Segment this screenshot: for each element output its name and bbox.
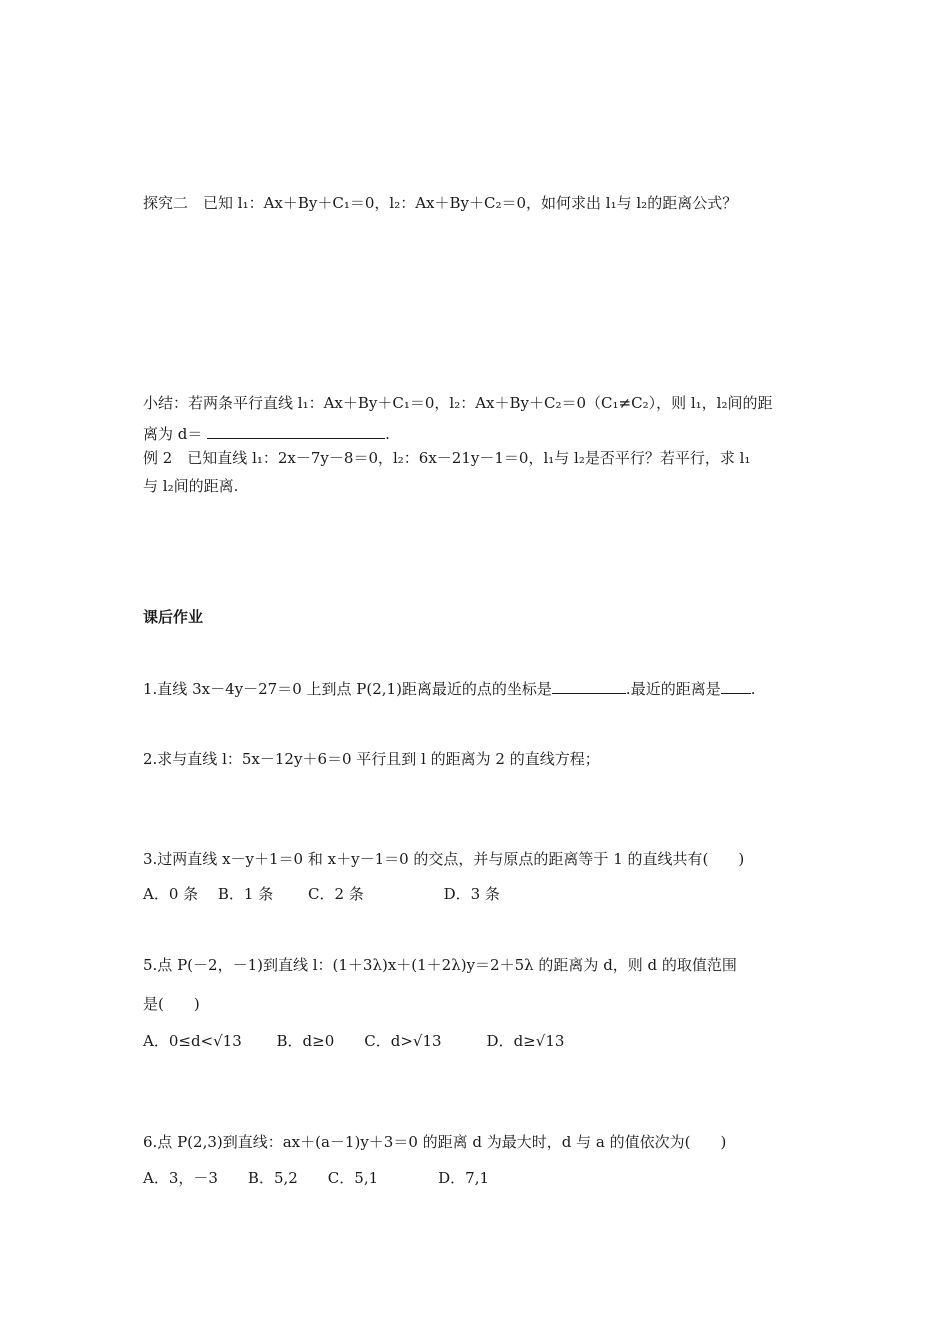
distance-blank [207,422,385,439]
question-1 [143,677,755,699]
explore-2-text: 探究二 已知 l₁：Ax＋By＋C₁＝0，l₂：Ax＋By＋C₂＝0，如何求出 l₁与 l₂的距离公式？ [143,194,738,212]
example-2-line-2: 与 l₂间的距离. [143,477,239,495]
homework-title: 课后作业 [143,608,204,626]
question-5-line-1: 5.点 P(－2，－1)到直线 l：(1＋3λ)x＋(1＋2λ)y＝2＋5λ 的距离为 d，则 d 的取值范围 [143,956,737,974]
coordinate-blank [552,677,626,694]
question-5-options: A．0≤d<√13 B．d≥0 C．d>√13 D．d≥√13 [143,1032,565,1050]
question-5-line-2: 是( ) [143,995,200,1013]
question-1-middle: .最近的距离是 [625,680,721,698]
question-6-options: A．3，－3 B．5,2 C．5,1 D．7,1 [143,1169,490,1187]
summary-line-2-prefix: 离为 d＝ [143,425,203,443]
question-1-prefix: 1.直线 3x－4y－27＝0 上到点 P(2,1)距离最近的点的坐标是 [143,680,552,698]
distance-answer-blank [721,677,751,694]
question-2: 2.求与直线 l：5x－12y＋6＝0 平行且到 l 的距离为 2 的直线方程； [143,750,600,768]
summary-line-1: 小结：若两条平行直线 l₁：Ax＋By＋C₁＝0，l₂：Ax＋By＋C₂＝0（C₁≠C₂），则 l₁，l₂间的距 [143,394,773,412]
summary-line-2-suffix: . [385,425,390,443]
question-3: 3.过两直线 x－y＋1＝0 和 x＋y－1＝0 的交点，并与原点的距离等于 1 的直线共有( ) [143,850,745,868]
summary-line-2 [143,422,390,444]
question-3-options: A．0 条 B．1 条 C．2 条 D．3 条 [143,885,500,903]
question-1-suffix: . [750,680,756,698]
example-2-line-1: 例 2 已知直线 l₁：2x－7y－8＝0，l₂：6x－21y－1＝0，l₁与 l₂是否平行？若平行，求 l₁ [143,449,751,467]
question-6: 6.点 P(2,3)到直线：ax＋(a－1)y＋3＝0 的距离 d 为最大时，d 与 a 的值依次为( ) [143,1133,727,1151]
